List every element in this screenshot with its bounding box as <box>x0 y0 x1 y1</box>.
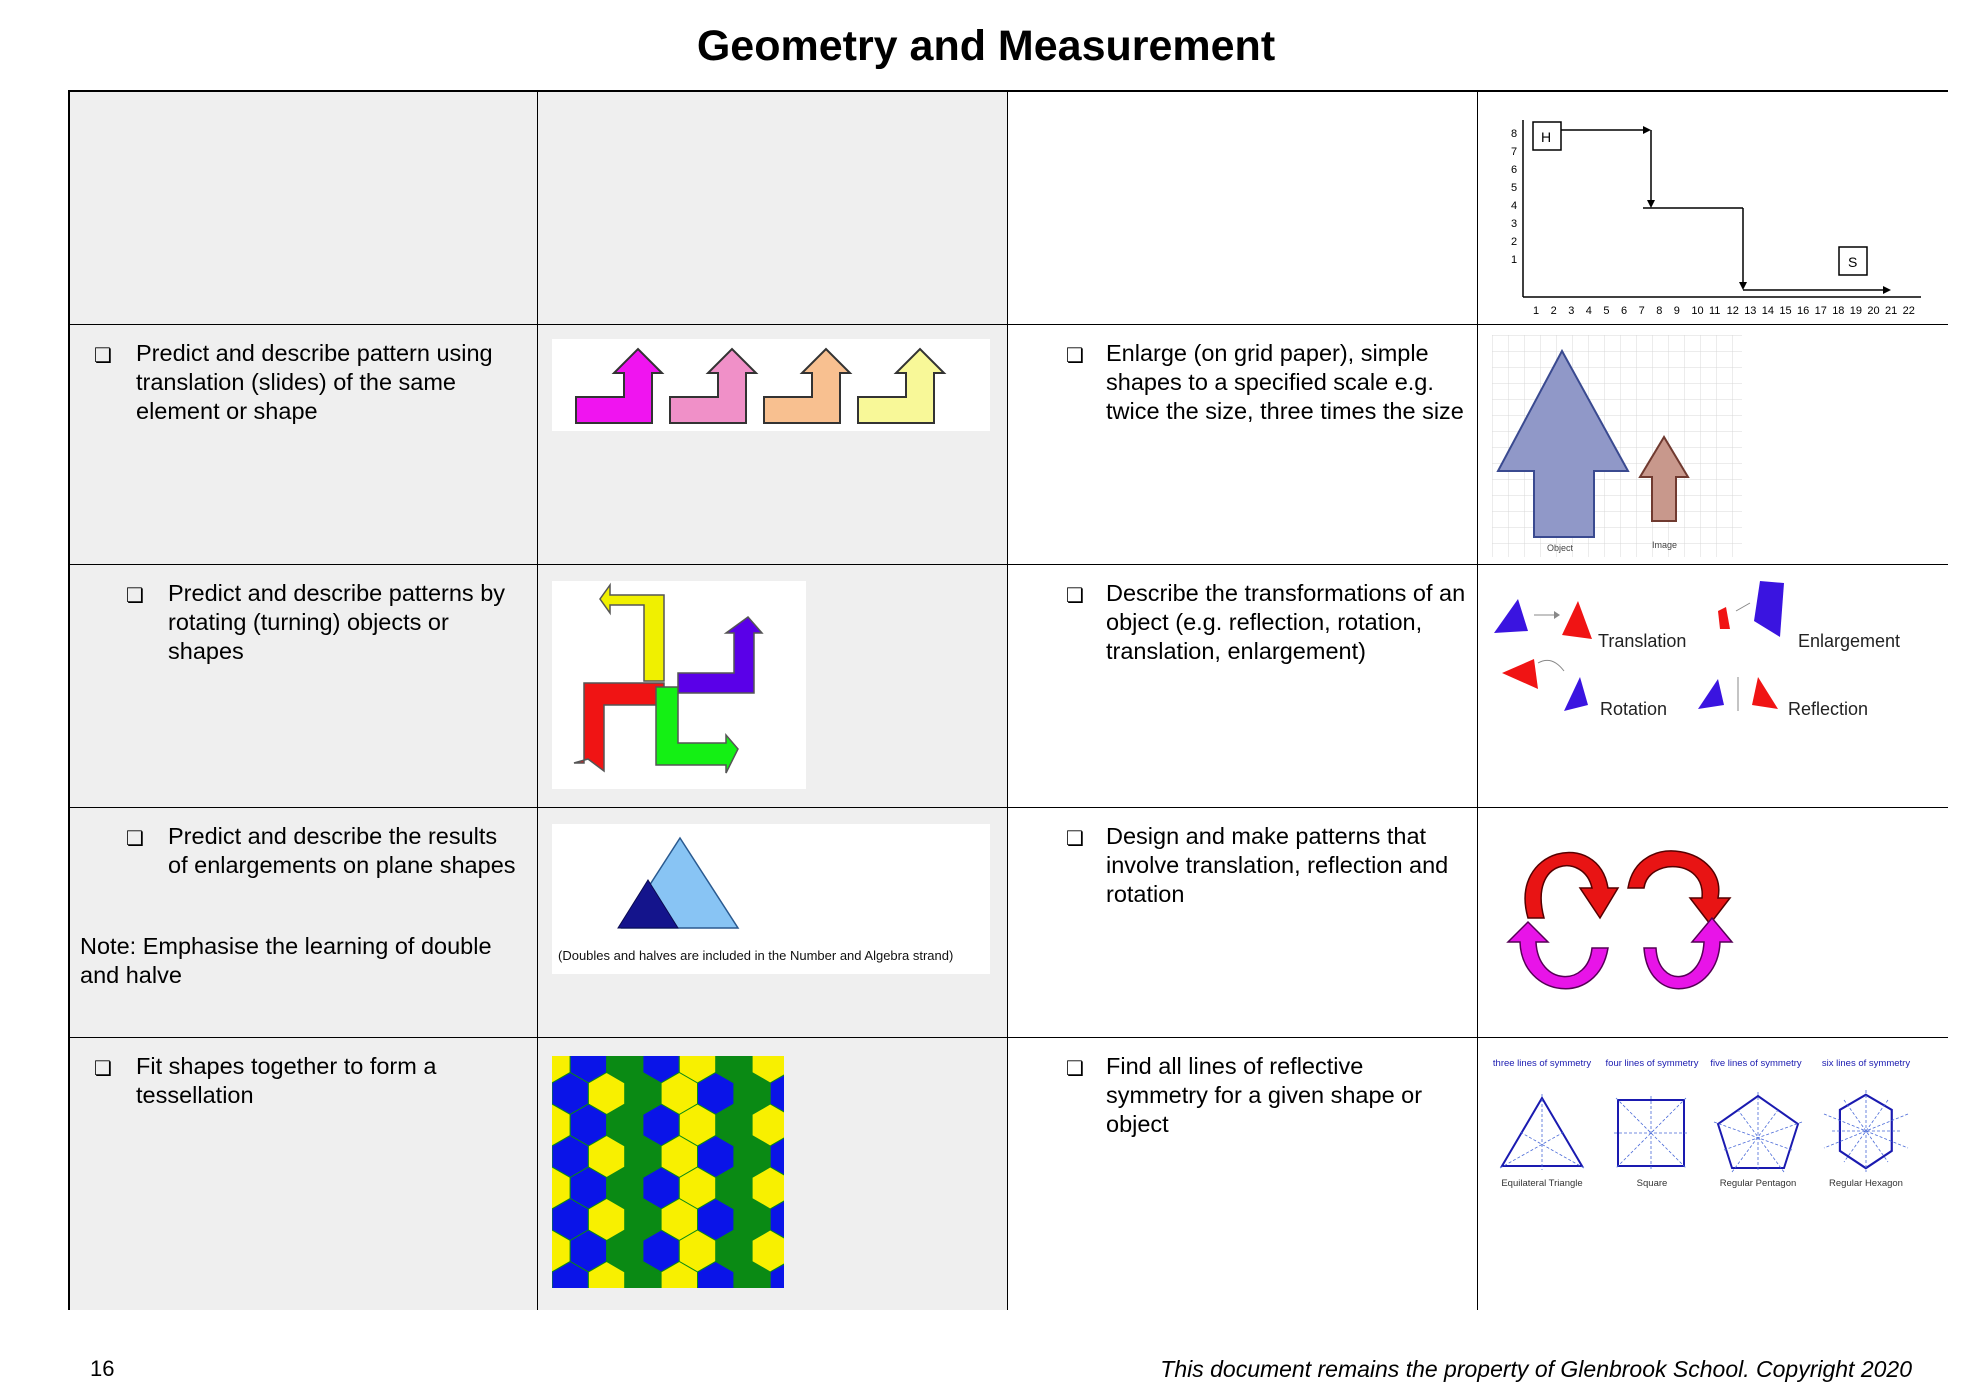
row3-right-text: Describe the transformations of an object (e.g. reflection, rotation, translation, enlargement) <box>1106 580 1466 664</box>
translation-label: Translation <box>1598 631 1687 651</box>
x-tick: 22 <box>1902 305 1915 317</box>
object-label: Object <box>1547 543 1574 553</box>
y-tick: 4 <box>1511 200 1518 212</box>
row5-left-image-cell <box>538 1038 1008 1310</box>
row4-right-cell <box>1008 808 1478 1038</box>
row4-right-image-cell <box>1478 808 1948 1038</box>
row2-right-cell <box>1008 325 1478 565</box>
row3-left-text: Predict and describe patterns by rotating (turning) objects or shapes <box>168 580 506 664</box>
row5-right-image-cell <box>1478 1038 1948 1310</box>
label-s: S <box>1848 254 1858 270</box>
row4-left-note: Note: Emphasise the learning of double and halve <box>80 933 492 988</box>
y-tick: 6 <box>1511 164 1518 176</box>
grid-walk-image <box>1493 112 1933 317</box>
symmetry-shapes-image <box>1492 1054 1936 1204</box>
x-tick: 21 <box>1885 305 1898 317</box>
x-tick: 5 <box>1603 305 1610 317</box>
bullet-icon <box>94 343 112 368</box>
bullet-icon <box>1066 826 1084 851</box>
row1-right-cell <box>1008 92 1478 325</box>
bullet-icon <box>126 826 144 851</box>
tri-top-label: three lines of symmetry <box>1492 1058 1592 1069</box>
x-tick: 2 <box>1550 305 1557 317</box>
reflection-label: Reflection <box>1788 699 1869 719</box>
x-tick: 19 <box>1849 305 1863 317</box>
row2-left-cell <box>70 325 538 565</box>
rotation-arrows-image <box>552 581 806 789</box>
x-tick: 6 <box>1621 305 1628 317</box>
row5-left-cell <box>70 1038 538 1310</box>
x-tick: 11 <box>1709 305 1721 317</box>
page-number: 16 <box>90 1356 115 1381</box>
row1-left-cell <box>70 92 538 325</box>
pent-name-label: Regular Pentagon <box>1719 1178 1797 1189</box>
bullet-icon <box>1066 343 1084 368</box>
row1-right-image-cell <box>1478 92 1948 325</box>
curved-arrows-image <box>1488 818 1788 1018</box>
x-tick: 16 <box>1797 305 1810 317</box>
x-tick: 17 <box>1814 305 1827 317</box>
y-tick: 5 <box>1511 182 1518 194</box>
row2-right-text: Enlarge (on grid paper), simple shapes to a specified scale e.g. twice the size, three times the size <box>1106 340 1464 424</box>
tri-name-label: Equilateral Triangle <box>1501 1178 1583 1189</box>
row4-left-text: Predict and describe the results of enlargements on plane shapes <box>168 823 516 878</box>
row2-left-text: Predict and describe pattern using translation (slides) of the same element or shape <box>136 340 493 424</box>
y-tick: 7 <box>1511 146 1518 158</box>
x-tick: 15 <box>1779 305 1792 317</box>
y-tick: 1 <box>1511 254 1518 266</box>
rotation-label: Rotation <box>1600 699 1668 719</box>
page-title: Geometry and Measurement <box>696 22 1276 70</box>
copyright-notice: This document remains the property of Glenbrook School. Copyright 2020 <box>1160 1356 1912 1382</box>
x-tick: 20 <box>1867 305 1880 317</box>
image-label: Image <box>1652 540 1678 550</box>
label-h: H <box>1541 129 1552 145</box>
x-tick: 13 <box>1744 305 1757 317</box>
row5-right-cell <box>1008 1038 1478 1310</box>
bullet-icon <box>126 583 144 608</box>
x-tick: 14 <box>1761 305 1775 317</box>
curriculum-table <box>68 90 1948 1310</box>
y-tick: 3 <box>1511 218 1518 230</box>
row2-left-image-cell <box>538 325 1008 565</box>
bullet-icon <box>94 1056 112 1081</box>
row3-left-image-cell <box>538 565 1008 808</box>
enlargement-grid-image <box>1492 335 1742 557</box>
row4-left-image-cell <box>538 808 1008 1038</box>
enlargement-label: Enlargement <box>1798 631 1901 651</box>
x-tick: 1 <box>1533 305 1540 317</box>
bullet-icon <box>1066 583 1084 608</box>
row5-right-text: Find all lines of reflective symmetry for a given shape or object <box>1106 1053 1423 1137</box>
translation-arrows-image <box>552 339 990 431</box>
row3-right-cell <box>1008 565 1478 808</box>
pent-top-label: five lines of symmetry <box>1710 1058 1802 1069</box>
sq-top-label: four lines of symmetry <box>1605 1058 1699 1069</box>
x-tick: 7 <box>1638 305 1645 317</box>
row3-left-cell <box>70 565 538 808</box>
tessellation-image <box>552 1056 784 1288</box>
enlargement-triangle-image <box>552 824 990 974</box>
row3-right-image-cell <box>1478 565 1948 808</box>
x-tick: 3 <box>1568 305 1575 317</box>
x-tick: 12 <box>1726 305 1739 317</box>
sq-name-label: Square <box>1636 1178 1668 1189</box>
x-tick: 18 <box>1832 305 1845 317</box>
x-tick: 8 <box>1656 305 1663 317</box>
x-tick: 4 <box>1585 305 1592 317</box>
triangle-caption: (Doubles and halves are included in the Number and Algebra strand) <box>558 948 954 963</box>
hex-name-label: Regular Hexagon <box>1829 1178 1903 1189</box>
row1-left-image-cell <box>538 92 1008 325</box>
x-tick: 10 <box>1691 305 1704 317</box>
row2-right-image-cell <box>1478 325 1948 565</box>
transformations-image <box>1488 581 1938 741</box>
y-tick: 8 <box>1511 128 1518 140</box>
bullet-icon <box>1066 1056 1084 1081</box>
row4-left-cell <box>70 808 538 1038</box>
y-tick: 2 <box>1511 236 1518 248</box>
x-tick: 9 <box>1673 305 1680 317</box>
row5-left-text: Fit shapes together to form a tessellation <box>136 1053 437 1108</box>
hex-top-label: six lines of symmetry <box>1821 1058 1911 1069</box>
row4-right-text: Design and make patterns that involve translation, reflection and rotation <box>1106 823 1449 907</box>
